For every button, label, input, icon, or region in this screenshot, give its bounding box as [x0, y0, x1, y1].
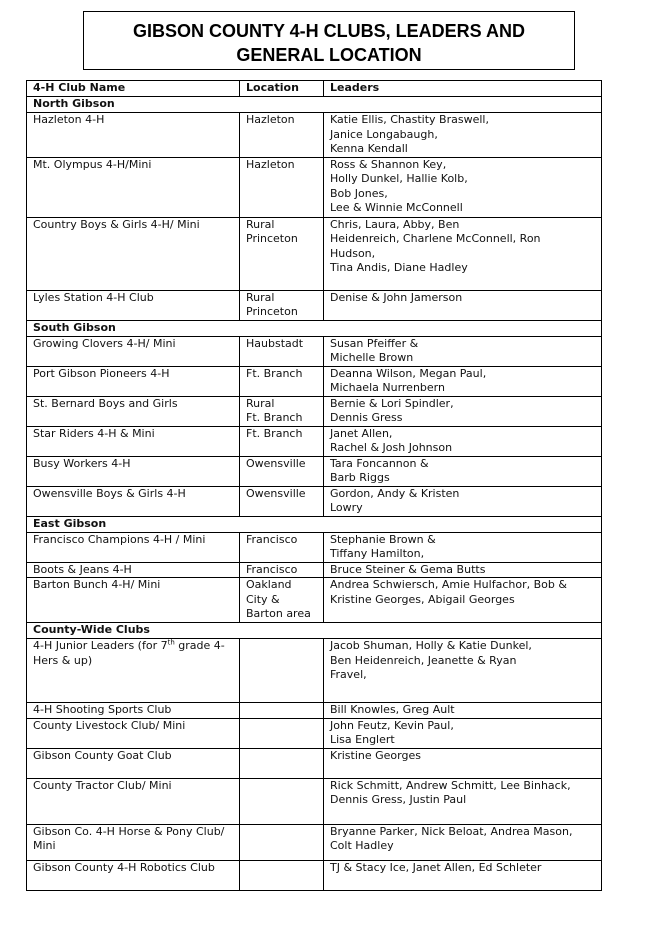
document-title	[83, 11, 575, 70]
table-row	[27, 217, 602, 290]
table-row	[27, 748, 602, 778]
club-location	[240, 860, 324, 890]
club-location	[240, 824, 324, 860]
club-name: Country Boys & Girls 4-H/ Mini	[27, 217, 240, 290]
table-row	[27, 113, 602, 158]
club-leaders: Janet Allen, Rachel & Josh Johnson	[324, 426, 602, 456]
table-row	[27, 486, 602, 516]
table-row	[27, 336, 602, 366]
title-line-1: GIBSON COUNTY 4-H CLUBS, LEADERS AND	[132, 21, 526, 41]
club-name: Gibson County Goat Club	[27, 748, 240, 778]
club-location	[240, 778, 324, 824]
club-location	[240, 639, 324, 703]
club-location	[240, 748, 324, 778]
club-location	[240, 718, 324, 748]
club-name: Port Gibson Pioneers 4-H	[27, 366, 240, 396]
club-leaders: Stephanie Brown & Tiffany Hamilton,	[324, 532, 602, 562]
section-row-county-wide	[27, 623, 602, 639]
club-leaders: Bernie & Lori Spindler, Dennis Gress	[324, 396, 602, 426]
section-row-north-gibson	[27, 97, 602, 113]
club-location: Owensville	[240, 486, 324, 516]
club-location: Hazleton	[240, 113, 324, 158]
header-leaders: Leaders	[324, 81, 602, 97]
club-leaders: Andrea Schwiersch, Amie Hulfachor, Bob & Kristine Georges, Abigail Georges	[324, 578, 602, 623]
club-leaders: TJ & Stacy Ice, Janet Allen, Ed Schleter	[324, 860, 602, 890]
club-leaders: Kristine Georges	[324, 748, 602, 778]
header-location: Location	[240, 81, 324, 97]
club-name	[27, 639, 240, 703]
club-leaders: Katie Ellis, Chastity Braswell, Janice Longabaugh, Kenna Kendall	[324, 113, 602, 158]
club-name: Mt. Olympus 4-H/Mini	[27, 157, 240, 217]
table-row	[27, 562, 602, 578]
table-row	[27, 860, 602, 890]
club-name: Barton Bunch 4-H/ Mini	[27, 578, 240, 623]
table-row	[27, 366, 602, 396]
club-location: Francisco	[240, 562, 324, 578]
section-row-east-gibson	[27, 516, 602, 532]
club-name: Lyles Station 4-H Club	[27, 290, 240, 320]
club-leaders: Bruce Steiner & Gema Butts	[324, 562, 602, 578]
club-leaders: John Feutz, Kevin Paul, Lisa Englert	[324, 718, 602, 748]
title-line-2: GENERAL LOCATION	[236, 45, 422, 65]
section-title: North Gibson	[27, 97, 602, 113]
club-location: Ft. Branch	[240, 426, 324, 456]
club-leaders: Deanna Wilson, Megan Paul, Michaela Nurrenbern	[324, 366, 602, 396]
club-leaders: Gordon, Andy & Kristen Lowry	[324, 486, 602, 516]
club-location: Rural Princeton	[240, 217, 324, 290]
club-leaders: Chris, Laura, Abby, Ben Heidenreich, Charlene McConnell, Ron Hudson, Tina Andis, Diane Hadley	[324, 217, 602, 290]
header-club-name: 4-H Club Name	[27, 81, 240, 97]
club-name: 4-H Shooting Sports Club	[27, 703, 240, 719]
section-title: East Gibson	[27, 516, 602, 532]
club-leaders: Bryanne Parker, Nick Beloat, Andrea Mason, Colt Hadley	[324, 824, 602, 860]
club-location: Owensville	[240, 456, 324, 486]
club-name: Gibson County 4-H Robotics Club	[27, 860, 240, 890]
club-location: Haubstadt	[240, 336, 324, 366]
club-location: Hazleton	[240, 157, 324, 217]
club-leaders: Ross & Shannon Key, Holly Dunkel, Hallie Kolb, Bob Jones, Lee & Winnie McConnell	[324, 157, 602, 217]
club-name: Gibson Co. 4-H Horse & Pony Club/ Mini	[27, 824, 240, 860]
club-location: Ft. Branch	[240, 366, 324, 396]
table-row	[27, 703, 602, 719]
table-row	[27, 824, 602, 860]
club-name: Francisco Champions 4-H / Mini	[27, 532, 240, 562]
table-row	[27, 426, 602, 456]
table-row	[27, 157, 602, 217]
club-name-part: grade 4-Hers & up)	[33, 639, 225, 667]
club-name: Hazleton 4-H	[27, 113, 240, 158]
table-row	[27, 778, 602, 824]
club-leaders: Susan Pfeiffer & Michelle Brown	[324, 336, 602, 366]
table-row	[27, 578, 602, 623]
club-leaders: Denise & John Jamerson	[324, 290, 602, 320]
club-name: Owensville Boys & Girls 4-H	[27, 486, 240, 516]
club-leaders: Rick Schmitt, Andrew Schmitt, Lee Binhack, Dennis Gress, Justin Paul	[324, 778, 602, 824]
club-name: Star Riders 4-H & Mini	[27, 426, 240, 456]
table-row	[27, 532, 602, 562]
header-row	[27, 81, 602, 97]
club-name-superscript: th	[167, 638, 175, 647]
club-leaders: Jacob Shuman, Holly & Katie Dunkel, Ben Heidenreich, Jeanette & Ryan Fravel,	[324, 639, 602, 703]
clubs-table	[26, 80, 602, 891]
table-row	[27, 456, 602, 486]
club-location: Rural Princeton	[240, 290, 324, 320]
club-name: St. Bernard Boys and Girls	[27, 396, 240, 426]
club-location	[240, 703, 324, 719]
club-name: Boots & Jeans 4-H	[27, 562, 240, 578]
club-leaders: Tara Foncannon & Barb Riggs	[324, 456, 602, 486]
section-row-south-gibson	[27, 320, 602, 336]
club-location: Oakland City & Barton area	[240, 578, 324, 623]
section-title: County-Wide Clubs	[27, 623, 602, 639]
club-location: Francisco	[240, 532, 324, 562]
club-location: Rural Ft. Branch	[240, 396, 324, 426]
section-title: South Gibson	[27, 320, 602, 336]
club-name: Busy Workers 4-H	[27, 456, 240, 486]
club-name-part: 4-H Junior Leaders (for 7	[33, 639, 168, 652]
table-row	[27, 290, 602, 320]
club-name: Growing Clovers 4-H/ Mini	[27, 336, 240, 366]
club-name: County Livestock Club/ Mini	[27, 718, 240, 748]
club-name: County Tractor Club/ Mini	[27, 778, 240, 824]
table-row	[27, 718, 602, 748]
table-row	[27, 396, 602, 426]
table-row	[27, 639, 602, 703]
club-leaders: Bill Knowles, Greg Ault	[324, 703, 602, 719]
